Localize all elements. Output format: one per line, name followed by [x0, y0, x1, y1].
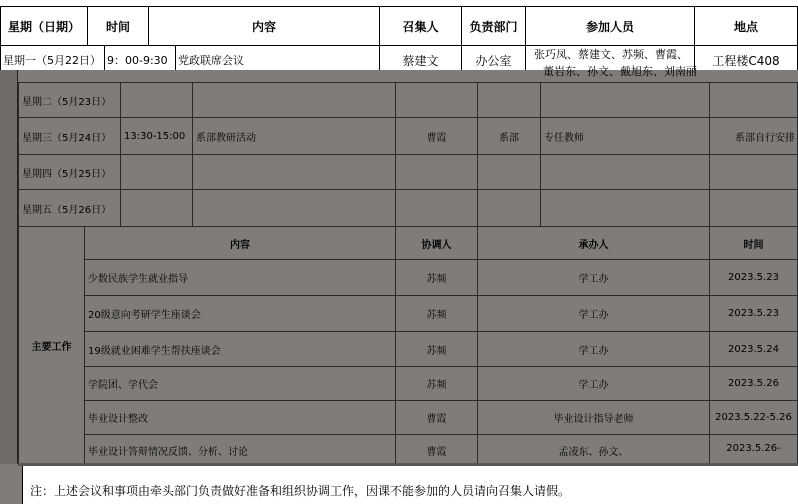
main-work-row-coordinator: 曹霞 [395, 434, 478, 464]
friday-location [709, 189, 798, 227]
main-work-row-undertaker: 毕业设计指导老师 [477, 400, 710, 435]
main-work-row-coordinator: 苏频 [395, 331, 478, 367]
tuesday-convener [395, 82, 478, 118]
header-dept: 负责部门 [461, 6, 526, 46]
main-work-row-content: 毕业设计整改 [84, 400, 396, 435]
tuesday-participants [540, 82, 710, 118]
header-participants: 参加人员 [525, 6, 695, 46]
friday-dept [477, 189, 541, 227]
main-work-row-undertaker: 学工办 [477, 331, 710, 367]
main-work-header-content: 内容 [84, 226, 396, 260]
wednesday-content: 系部教研活动 [192, 117, 396, 155]
main-work-row-undertaker: 学工办 [477, 259, 710, 296]
main-work-row-undertaker: 学工办 [477, 366, 710, 401]
friday-time [120, 189, 193, 227]
monday-convener: 蔡建文 [379, 45, 462, 75]
main-work-row-content: 少数民族学生就业指导 [84, 259, 396, 296]
main-work-row-coordinator: 曹霞 [395, 400, 478, 435]
friday-convener [395, 189, 478, 227]
wednesday-dept: 系部 [477, 117, 541, 155]
wednesday-convener: 曹霞 [395, 117, 478, 155]
main-work-label: 主要工作 [18, 226, 85, 464]
tuesday-content [192, 82, 396, 118]
header-location: 地点 [694, 6, 798, 46]
thursday-location [709, 154, 798, 190]
main-work-row-time: 2023.5.23 [709, 259, 798, 296]
thursday-participants [540, 154, 710, 190]
friday-participants [540, 189, 710, 227]
header-content: 内容 [148, 6, 380, 46]
main-work-row-content: 毕业设计答辩情况反馈、分析、讨论 [84, 434, 396, 464]
main-work-row-coordinator: 苏频 [395, 366, 478, 401]
tuesday-day: 星期二（5月23日） [18, 82, 121, 118]
monday-location: 工程楼C408 [694, 45, 798, 75]
monday-content: 党政联席会议 [175, 45, 380, 75]
friday-content [192, 189, 396, 227]
thursday-content [192, 154, 396, 190]
footnote: 注：上述会议和事项由牵头部门负责做好准备和组织协调工作，因课不能参加的人员请向召集人请假。 [30, 484, 571, 498]
tuesday-location [709, 82, 798, 118]
main-work-row-content: 19级就业困难学生帮扶座谈会 [84, 331, 396, 367]
monday-participants-line1: 张巧凤、蔡建文、苏频、曹霞、 [534, 48, 688, 61]
main-work-row-undertaker: 孟凌东、孙文、 [477, 434, 710, 464]
main-work-row-coordinator: 苏频 [395, 295, 478, 332]
main-work-row-content: 20级意向考研学生座谈会 [84, 295, 396, 332]
thursday-dept [477, 154, 541, 190]
monday-participants-line2: 董岩东、孙文、戴旭东、刘南丽 [543, 65, 697, 77]
main-work-row-content: 学院团、学代会 [84, 366, 396, 401]
monday-time: 9：00-9:30 [104, 45, 176, 75]
left-margin [0, 70, 18, 464]
thursday-convener [395, 154, 478, 190]
monday-day: 星期一（5月22日） [0, 45, 105, 75]
friday-day: 星期五（5月26日） [18, 189, 121, 227]
main-work-header-coordinator: 协调人 [395, 226, 478, 260]
thursday-time [120, 154, 193, 190]
tuesday-dept [477, 82, 541, 118]
main-work-header-undertaker: 承办人 [477, 226, 710, 260]
wednesday-day: 星期三（5月24日） [18, 117, 121, 155]
header-day: 星期（日期） [0, 6, 88, 46]
main-work-row-time: 2023.5.26- [709, 434, 798, 464]
main-work-header-time: 时间 [709, 226, 798, 260]
main-work-row-coordinator: 苏频 [395, 259, 478, 296]
wednesday-time: 13:30-15:00 [120, 117, 193, 155]
header-time: 时间 [87, 6, 149, 46]
monday-dept: 办公室 [461, 45, 526, 75]
main-work-row-time: 2023.5.23 [709, 295, 798, 332]
header-convener: 召集人 [379, 6, 462, 46]
main-work-row-undertaker: 学工办 [477, 295, 710, 332]
wednesday-participants: 专任教师 [540, 117, 710, 155]
wednesday-location: 系部自行安排 [709, 117, 798, 155]
tuesday-time [120, 82, 193, 118]
main-work-row-time: 2023.5.26 [709, 366, 798, 401]
main-work-row-time: 2023.5.24 [709, 331, 798, 367]
thursday-day: 星期四（5月25日） [18, 154, 121, 190]
main-work-row-time: 2023.5.22-5.26 [709, 400, 798, 435]
